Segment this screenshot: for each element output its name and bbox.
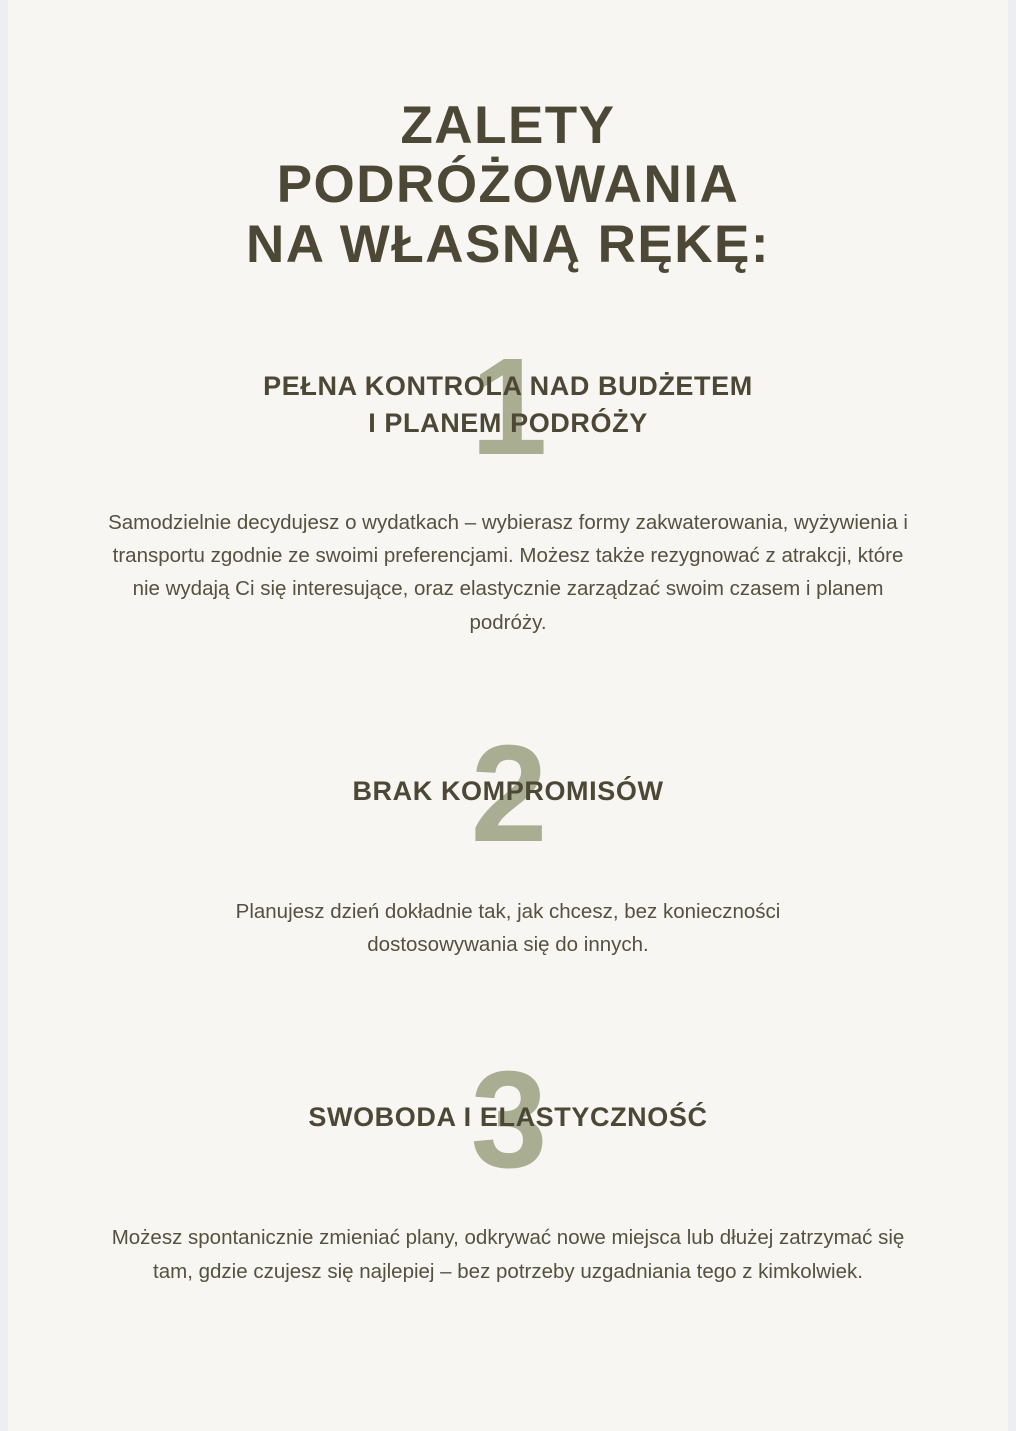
page-title (8, 0, 1008, 274)
section-2-header (8, 716, 1008, 871)
section-2-title (8, 773, 1008, 809)
section-1-title-line-2: I PLANEM PODRÓŻY (368, 407, 648, 438)
page-title-line-2: PODRÓŻOWANIA (276, 155, 740, 215)
section-1-header (8, 330, 1008, 485)
section-2-number: 2 (470, 716, 546, 871)
section-3-title-line-1: SWOBODA I ELASTYCZNOŚĆ (308, 1102, 708, 1133)
page-title-line-1: ZALETY (400, 96, 616, 155)
section-2-title-line-1: BRAK KOMPROMISÓW (352, 775, 664, 806)
section-3 (8, 1043, 1008, 1287)
section-2 (8, 716, 1008, 961)
section-3-title (8, 1099, 1008, 1135)
poster-page (8, 0, 1008, 1431)
section-1-title-line-1: PEŁNA KONTROLA NAD BUDŻETEM (263, 371, 753, 402)
section-3-header (8, 1043, 1008, 1198)
section-2-body: Planujesz dzień dokładnie tak, jak chcesz, bez konieczności dostosowywania się do innych. (235, 899, 781, 957)
section-1-title (8, 368, 1008, 441)
section-1 (8, 330, 1008, 639)
page-title-line-3: NA WŁASNĄ RĘKĘ: (245, 214, 770, 274)
section-1-number: 1 (470, 330, 546, 485)
section-1-body: Samodzielnie decydujesz o wydatkach – wybierasz formy zakwaterowania, wyżywienia i transportu zgodnie ze swoimi preferencjami. Możesz także rezygnować z atrakcji, które nie wydają Ci się interesujące, oraz elastycznie zarządzać swoim czasem i planem podróży. (108, 511, 908, 634)
section-3-number: 3 (470, 1043, 546, 1198)
section-3-body: Możesz spontanicznie zmieniać plany, odkrywać nowe miejsca lub dłużej zatrzymać się tam, gdzie czujesz się najlepiej – bez potrzeby uzgadniania tego z kimkolwiek. (111, 1226, 905, 1283)
